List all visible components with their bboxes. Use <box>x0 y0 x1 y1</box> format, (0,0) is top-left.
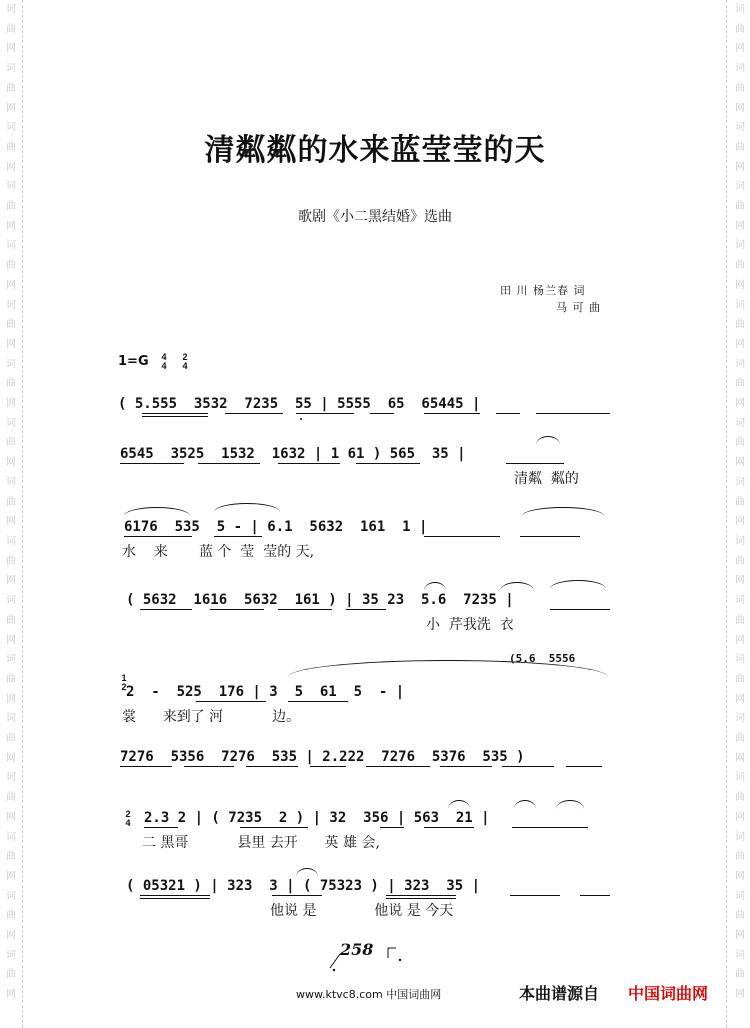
beam <box>196 701 266 702</box>
beam <box>120 463 184 464</box>
beam <box>440 766 492 767</box>
beam <box>346 609 386 610</box>
lyric-line: 水 来 蓝 个 莹 莹的 天, <box>122 544 315 560</box>
beam <box>370 413 394 414</box>
notation-line: 6545 3525 1532 1632 | 1 61 ) 565 35 | <box>120 446 466 462</box>
watermark-char: 网 <box>735 752 745 764</box>
watermark-char: 曲 <box>6 23 16 35</box>
watermark-char: 词 <box>6 595 16 607</box>
lyricist-credit: 田 川 杨兰春 词 <box>500 284 586 297</box>
beam <box>506 463 564 464</box>
beam <box>225 413 283 414</box>
beam <box>184 766 234 767</box>
website-url[interactable]: www.ktvc8.com 中国词曲网 <box>296 988 442 1001</box>
time-sig-denominator: 4 <box>161 361 167 371</box>
watermark-char: 曲 <box>6 851 16 863</box>
watermark-char: 曲 <box>735 437 745 449</box>
time-sig-numerator: 4 <box>161 352 167 362</box>
source-label: 本曲谱源自 <box>519 984 600 1003</box>
beam <box>140 898 210 899</box>
song-title: 清粼粼的水来蓝莹莹的天 <box>204 133 546 168</box>
lyric-line: 他说 是 他说 是 今天 <box>270 903 454 919</box>
time-signature-four-four <box>160 353 168 371</box>
watermark-char: 词 <box>735 299 745 311</box>
slur <box>500 582 534 591</box>
watermark-char: 词 <box>6 358 16 370</box>
watermark-char: 网 <box>735 457 745 469</box>
watermark-char: 曲 <box>6 792 16 804</box>
watermark-char: 网 <box>6 516 16 528</box>
notation-line: 6176 535 5 - | 6.1 5632 161 1 | <box>124 519 428 535</box>
watermark-char: 词 <box>735 4 745 15</box>
beam <box>240 827 308 828</box>
watermark-char: 曲 <box>6 319 16 331</box>
watermark-char: 曲 <box>6 378 16 390</box>
watermark-char: 网 <box>6 811 16 823</box>
watermark-char: 词 <box>735 240 745 252</box>
watermark-char: 词 <box>6 4 16 15</box>
slur <box>514 800 536 809</box>
watermark-char: 网 <box>735 398 745 410</box>
beam <box>142 416 208 417</box>
watermark-char: 网 <box>735 870 745 882</box>
watermark-char: 词 <box>6 299 16 311</box>
watermark-char: 词 <box>735 772 745 784</box>
watermark-char: 曲 <box>735 969 745 981</box>
composer-credit: 马 可 曲 <box>556 301 601 314</box>
watermark-char: 曲 <box>6 969 16 981</box>
watermark-char: 词 <box>735 713 745 725</box>
slur <box>550 580 606 589</box>
watermark-char: 曲 <box>6 910 16 922</box>
watermark-char: 网 <box>735 161 745 173</box>
watermark-char: 曲 <box>6 555 16 567</box>
beam <box>380 827 404 828</box>
beam <box>366 766 430 767</box>
watermark-char: 曲 <box>735 260 745 272</box>
watermark-char: 网 <box>6 870 16 882</box>
watermark-char: 词 <box>735 417 745 429</box>
watermark-char: 曲 <box>735 23 745 35</box>
ossia-notation: (5.6 5556 <box>509 652 576 665</box>
watermark-char: 曲 <box>6 82 16 94</box>
watermark-char: 网 <box>6 43 16 55</box>
watermark-char: 曲 <box>735 555 745 567</box>
lyric-line: 二 黑哥 县里 去开 英 雄 会, <box>142 835 380 851</box>
beam <box>386 895 456 896</box>
page-number: 258 <box>340 940 374 959</box>
watermark-char: 曲 <box>6 496 16 508</box>
beam <box>566 766 602 767</box>
beam <box>140 609 192 610</box>
watermark-char: 曲 <box>6 260 16 272</box>
beam <box>144 827 178 828</box>
beam <box>214 536 262 537</box>
watermark-char: 网 <box>6 752 16 764</box>
watermark-char: 词 <box>6 772 16 784</box>
slur <box>448 800 470 809</box>
watermark-char: 网 <box>735 575 745 587</box>
notation-line: ( 5.555 3532 7235 55 | 5555 65 65445 | <box>118 396 481 412</box>
low-octave-dot <box>300 418 302 420</box>
beam <box>386 898 456 899</box>
notation-line: ( 05321 ) | 323 3 | ( 75323 ) | 323 35 | <box>126 878 481 894</box>
watermark-char: 曲 <box>735 201 745 213</box>
beam <box>140 895 210 896</box>
watermark-char: 词 <box>6 654 16 666</box>
watermark-char: 词 <box>735 535 745 547</box>
slur <box>522 507 604 516</box>
notation-line: ( 5632 1616 5632 161 ) | 35 23 5.6 7235 | <box>126 592 514 608</box>
watermark-char: 词 <box>6 890 16 902</box>
watermark-char: 词 <box>6 713 16 725</box>
slur <box>214 503 280 512</box>
watermark-char: 词 <box>735 63 745 75</box>
lyric-line: 清粼 粼的 <box>514 471 579 487</box>
watermark-char: 曲 <box>6 733 16 745</box>
watermark-char: 曲 <box>735 496 745 508</box>
watermark-char: 词 <box>6 949 16 961</box>
watermark-char: 曲 <box>735 319 745 331</box>
time-signature-two-four <box>181 353 189 371</box>
watermark-char: 曲 <box>735 82 745 94</box>
slur <box>296 868 318 877</box>
watermark-char: 网 <box>735 930 745 942</box>
beam <box>142 413 208 414</box>
beam <box>512 827 588 828</box>
watermark-char: 网 <box>735 693 745 705</box>
watermark-char: 网 <box>6 161 16 173</box>
watermark-char: 曲 <box>6 437 16 449</box>
beam <box>496 413 520 414</box>
beam <box>424 827 474 828</box>
watermark-char: 词 <box>6 122 16 134</box>
watermark-char: 词 <box>735 654 745 666</box>
watermark-char: 曲 <box>735 733 745 745</box>
watermark-char: 曲 <box>735 614 745 626</box>
watermark-char: 曲 <box>735 141 745 153</box>
beam <box>272 895 322 896</box>
beam <box>550 609 610 610</box>
watermark-char: 词 <box>735 890 745 902</box>
slur <box>124 507 190 516</box>
watermark-char: 词 <box>6 535 16 547</box>
watermark-char: 网 <box>735 43 745 55</box>
beam <box>296 413 354 414</box>
beam <box>210 609 264 610</box>
watermark-char: 网 <box>735 811 745 823</box>
lyric-line: 小 芹我洗 衣 <box>426 617 514 633</box>
watermark-char: 网 <box>6 930 16 942</box>
watermark-char: 网 <box>735 634 745 646</box>
watermark-char: 词 <box>735 595 745 607</box>
watermark-char: 网 <box>735 989 745 1001</box>
watermark-char: 词 <box>735 831 745 843</box>
watermark-char: 网 <box>6 989 16 1001</box>
watermark-char: 网 <box>6 634 16 646</box>
beam <box>246 766 298 767</box>
time-sig-denominator: 4 <box>182 361 188 371</box>
beam <box>288 701 348 702</box>
watermark-char: 曲 <box>6 673 16 685</box>
watermark-char: 网 <box>6 102 16 114</box>
watermark-char: 网 <box>735 220 745 232</box>
key-signature: 1=G <box>118 354 149 369</box>
watermark-char: 曲 <box>735 851 745 863</box>
lyric-line: 裳 来到了 河 边。 <box>122 709 301 725</box>
watermark-char: 词 <box>6 831 16 843</box>
watermark-char: 词 <box>735 122 745 134</box>
beam <box>424 413 480 414</box>
watermark-char: 网 <box>6 457 16 469</box>
watermark-char: 曲 <box>735 910 745 922</box>
watermark-char: 曲 <box>6 201 16 213</box>
beam <box>278 463 340 464</box>
watermark-char: 词 <box>735 949 745 961</box>
watermark-char: 网 <box>6 338 16 350</box>
beam <box>510 895 560 896</box>
watermark-char: 网 <box>6 220 16 232</box>
slur <box>556 800 584 809</box>
watermark-char: 词 <box>735 476 745 488</box>
watermark-char: 曲 <box>735 378 745 390</box>
slur <box>536 436 560 445</box>
beam <box>580 895 610 896</box>
watermark-char: 曲 <box>735 673 745 685</box>
watermark-char: 曲 <box>6 614 16 626</box>
watermark-char: 词 <box>6 181 16 193</box>
beam <box>124 536 192 537</box>
watermark-char: 词 <box>6 240 16 252</box>
beam <box>310 766 346 767</box>
watermark-char: 网 <box>6 398 16 410</box>
beam <box>198 463 260 464</box>
beam <box>356 463 420 464</box>
watermark-char: 网 <box>6 693 16 705</box>
watermark-char: 网 <box>735 338 745 350</box>
beam <box>120 766 172 767</box>
inline-time-signature: 2 4 <box>125 809 131 828</box>
song-subtitle: 歌剧《小二黑结婚》选曲 <box>298 209 452 225</box>
watermark-char: 网 <box>6 575 16 587</box>
watermark-char: 网 <box>735 102 745 114</box>
watermark-char: 网 <box>735 279 745 291</box>
watermark-char: 网 <box>735 516 745 528</box>
notation-line: 2 - 525 176 | 3 5 61 5 - | <box>126 684 405 700</box>
beam <box>536 413 610 414</box>
notation-line: 2.3 2 | ( 7235 2 ) | 32 356 | 563 21 | <box>144 810 490 826</box>
watermark-char: 词 <box>735 358 745 370</box>
inline-time-signature: 1 2 <box>121 673 127 692</box>
watermark-char: 曲 <box>6 141 16 153</box>
beam <box>502 766 554 767</box>
brand-link[interactable]: 中国词曲网 <box>628 984 709 1003</box>
watermark-char: 词 <box>6 476 16 488</box>
watermark-char: 词 <box>6 417 16 429</box>
time-sig-numerator: 2 <box>182 352 188 362</box>
watermark-char: 网 <box>6 279 16 291</box>
beam <box>424 536 500 537</box>
watermark-char: 词 <box>735 181 745 193</box>
watermark-char: 曲 <box>735 792 745 804</box>
watermark-char: 词 <box>6 63 16 75</box>
notation-line: 7276 5356 7276 535 | 2.222 7276 5376 535 ) <box>120 749 525 765</box>
beam <box>278 609 332 610</box>
beam <box>520 536 580 537</box>
slur <box>424 582 446 591</box>
